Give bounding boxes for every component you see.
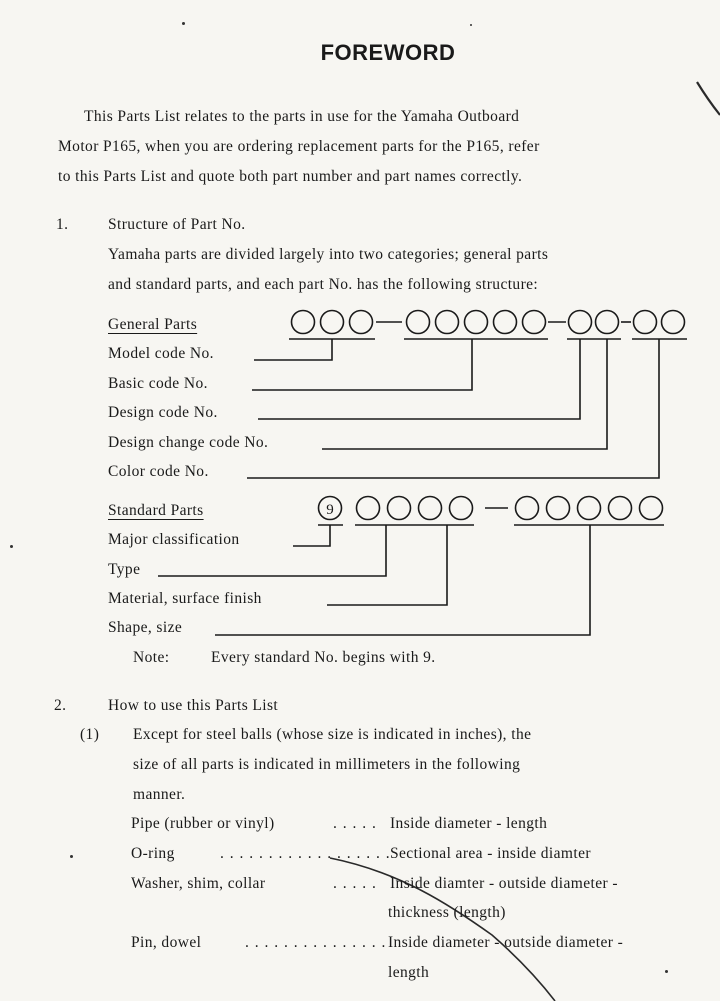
general-item: Basic code No. (108, 375, 208, 392)
leader-dots: . . . . . (333, 815, 377, 832)
leader-dots: . . . . . (333, 875, 377, 892)
section-heading: Structure of Part No. (108, 216, 246, 233)
scan-speck (470, 24, 472, 26)
standard-parts-label: Standard Parts (108, 502, 204, 519)
scan-speck (70, 855, 73, 858)
section-heading: How to use this Parts List (108, 697, 279, 714)
scan-speck (182, 22, 185, 25)
scan-speck (665, 970, 668, 973)
section-body-line: and standard parts, and each part No. has the following structure: (108, 276, 539, 293)
part-type: Pin, dowel (131, 934, 202, 951)
standard-item: Material, surface finish (108, 590, 262, 607)
subsection-line: size of all parts is indicated in millimeters in the following (133, 756, 521, 773)
note-label: Note: (133, 649, 170, 666)
scan-speck (10, 545, 13, 548)
size-description: Inside diamter - outside diameter - (390, 875, 618, 892)
section-number: 2. (54, 697, 67, 714)
intro-line: to this Parts List and quote both part number and part names correctly. (58, 168, 523, 185)
size-description: Inside diameter - outside diameter - (388, 934, 624, 951)
section-body-line: Yamaha parts are divided largely into two categories; general parts (108, 246, 549, 263)
general-item: Design code No. (108, 404, 218, 421)
general-item: Model code No. (108, 345, 214, 362)
page-title: FOREWORD (320, 40, 456, 65)
size-description: Sectional area - inside diamter (390, 845, 591, 862)
leader-dots: . . . . . . . . . . . . . . . (245, 934, 387, 951)
size-description: Inside diameter - length (390, 815, 548, 832)
size-description-cont: thickness (length) (388, 904, 506, 921)
standard-item: Major classification (108, 531, 240, 548)
standard-item: Shape, size (108, 619, 183, 636)
intro-line: This Parts List relates to the parts in use for the Yamaha Outboard (84, 108, 520, 125)
intro-line: Motor P165, when you are ordering replacement parts for the P165, refer (58, 138, 540, 155)
general-item: Color code No. (108, 463, 209, 480)
part-type: O-ring (131, 845, 175, 862)
size-description-cont: length (388, 964, 430, 981)
subsection-line: Except for steel balls (whose size is indicated in inches), the (133, 726, 532, 743)
general-parts-label: General Parts (108, 316, 198, 333)
part-type: Washer, shim, collar (131, 875, 266, 892)
part-type: Pipe (rubber or vinyl) (131, 815, 275, 832)
standard-prefix-digit: 9 (326, 502, 334, 518)
subsection-number: (1) (80, 726, 100, 743)
section-number: 1. (56, 216, 69, 233)
general-item: Design change code No. (108, 434, 269, 451)
subsection-line: manner. (133, 786, 186, 803)
standard-item: Type (108, 561, 141, 578)
note-text: Every standard No. begins with 9. (211, 649, 436, 666)
leader-dots: . . . . . . . . . . . . . . . . . . (220, 845, 391, 862)
